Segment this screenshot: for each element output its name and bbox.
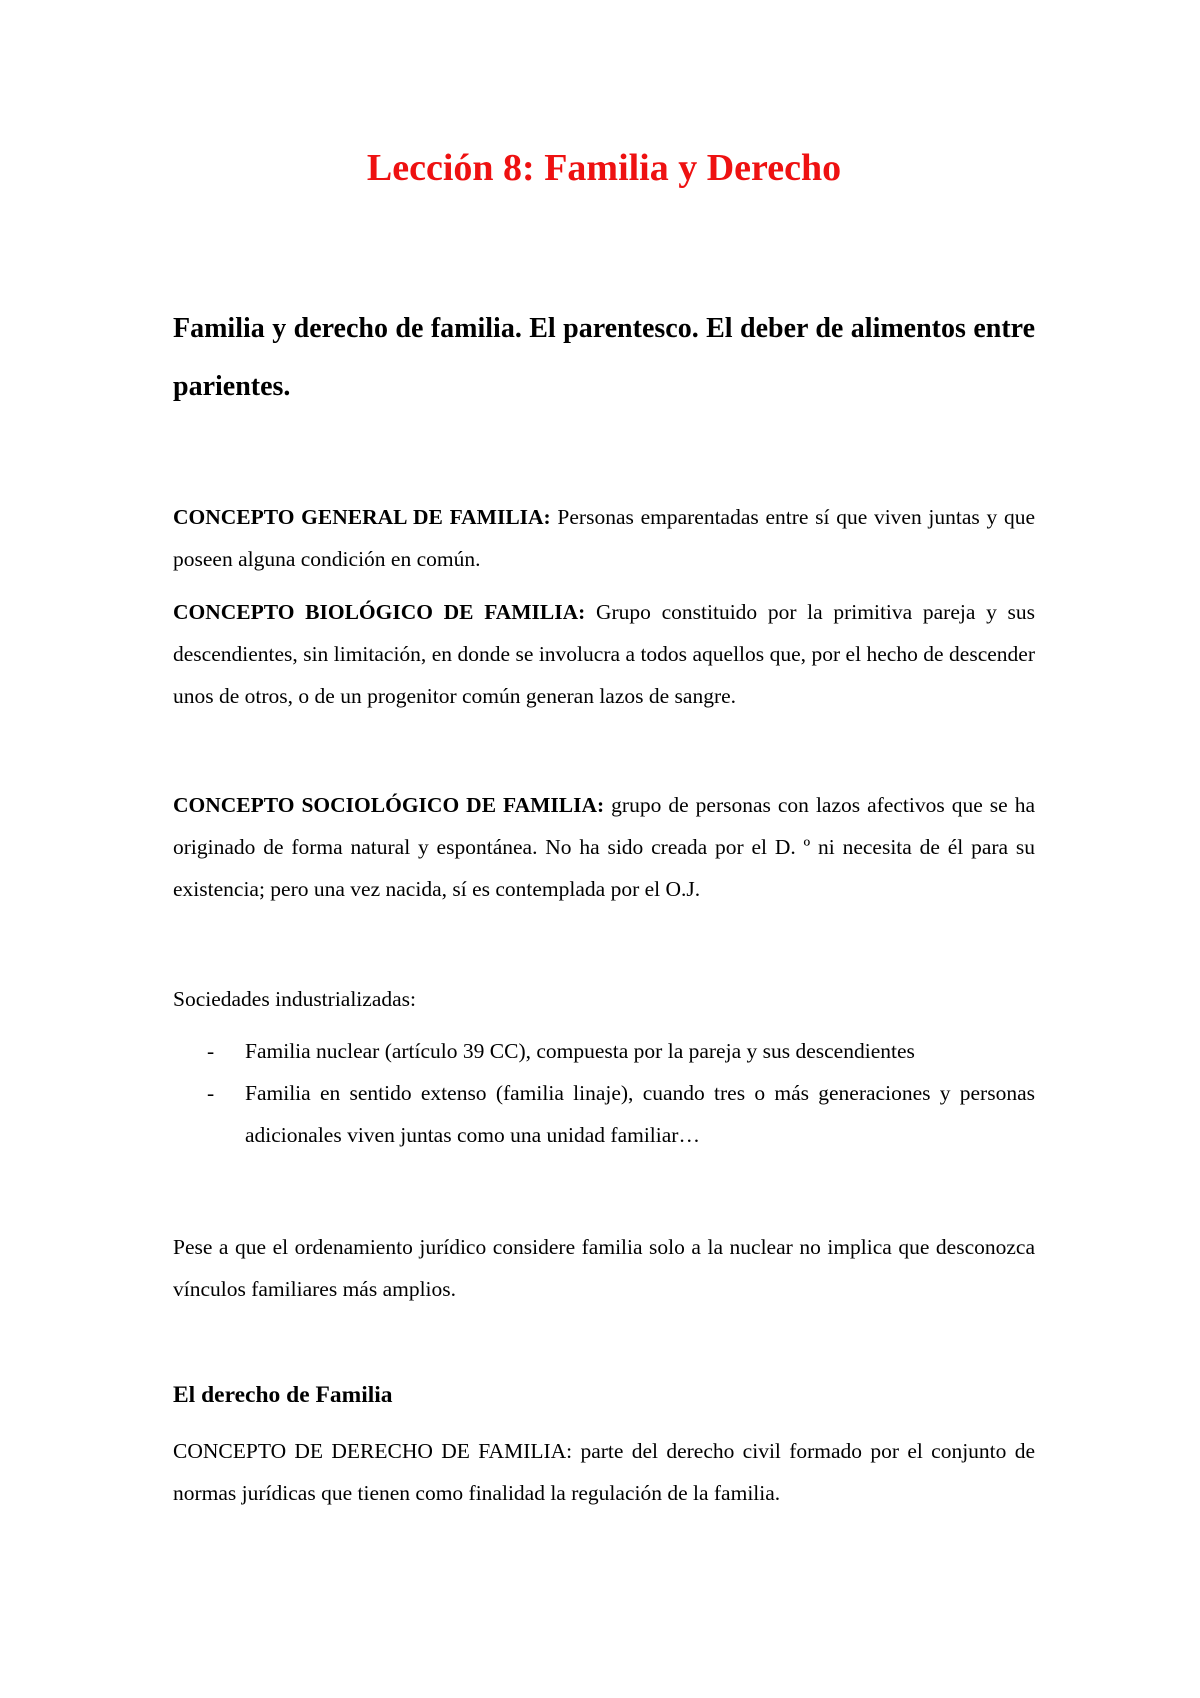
section-heading-derecho-familia: El derecho de Familia <box>173 1382 393 1408</box>
list-item-text: Familia en sentido extenso (familia linaje), cuando tres o más generaciones y personas adicionales viven juntas como una unidad familiar… <box>245 1081 1035 1147</box>
paragraph-concepto-general <box>173 496 1035 580</box>
sociedades-list <box>173 1030 1035 1156</box>
concepto-general-label: CONCEPTO GENERAL DE FAMILIA: <box>173 505 551 529</box>
paragraph-sociedades-intro: Sociedades industrializadas: <box>173 987 416 1011</box>
concepto-general-text: Personas emparentadas entre sí que viven juntas y que poseen alguna condición en común. <box>173 505 1036 571</box>
list-item-text: Familia nuclear (artículo 39 CC), compuesta por la pareja y sus descendientes <box>245 1039 915 1063</box>
concepto-sociologico-text: grupo de personas con lazos afectivos que se ha originado de forma natural y espontánea. No ha sido creada por el D. º ni necesita de él para su existencia; pero una vez nacida, sí es contemplada por el O.J. <box>173 793 1036 901</box>
paragraph-concepto-biologico <box>173 591 1035 717</box>
paragraph-concepto-derecho: CONCEPTO DE DERECHO DE FAMILIA: parte del derecho civil formado por el conjunto de normas jurídicas que tienen como finalidad la regulación de la familia. <box>173 1439 1035 1505</box>
concepto-biologico-label: CONCEPTO BIOLÓGICO DE FAMILIA: <box>173 600 586 624</box>
paragraph-concepto-sociologico <box>173 784 1035 910</box>
list-item <box>173 1072 1035 1156</box>
list-bullet: - <box>207 1081 215 1105</box>
concepto-biologico-text: Grupo constituido por la primitiva pareja y sus descendientes, sin limitación, en donde se involucra a todos aquellos que, por el hecho de descender unos de otros, o de un progenitor común generan lazos de sangre. <box>173 600 1035 708</box>
concepto-sociologico-label: CONCEPTO SOCIOLÓGICO DE FAMILIA: <box>173 793 605 817</box>
paragraph-pese: Pese a que el ordenamiento jurídico considere familia solo a la nuclear no implica que desconozca vínculos familiares más amplios. <box>173 1235 1035 1301</box>
list-item <box>173 1030 1035 1072</box>
section-heading-familia: Familia y derecho de familia. El parentesco. El deber de alimentos entre parientes. <box>173 313 1035 402</box>
page-title: Lección 8: Familia y Derecho <box>366 147 842 189</box>
list-bullet: - <box>207 1039 215 1063</box>
